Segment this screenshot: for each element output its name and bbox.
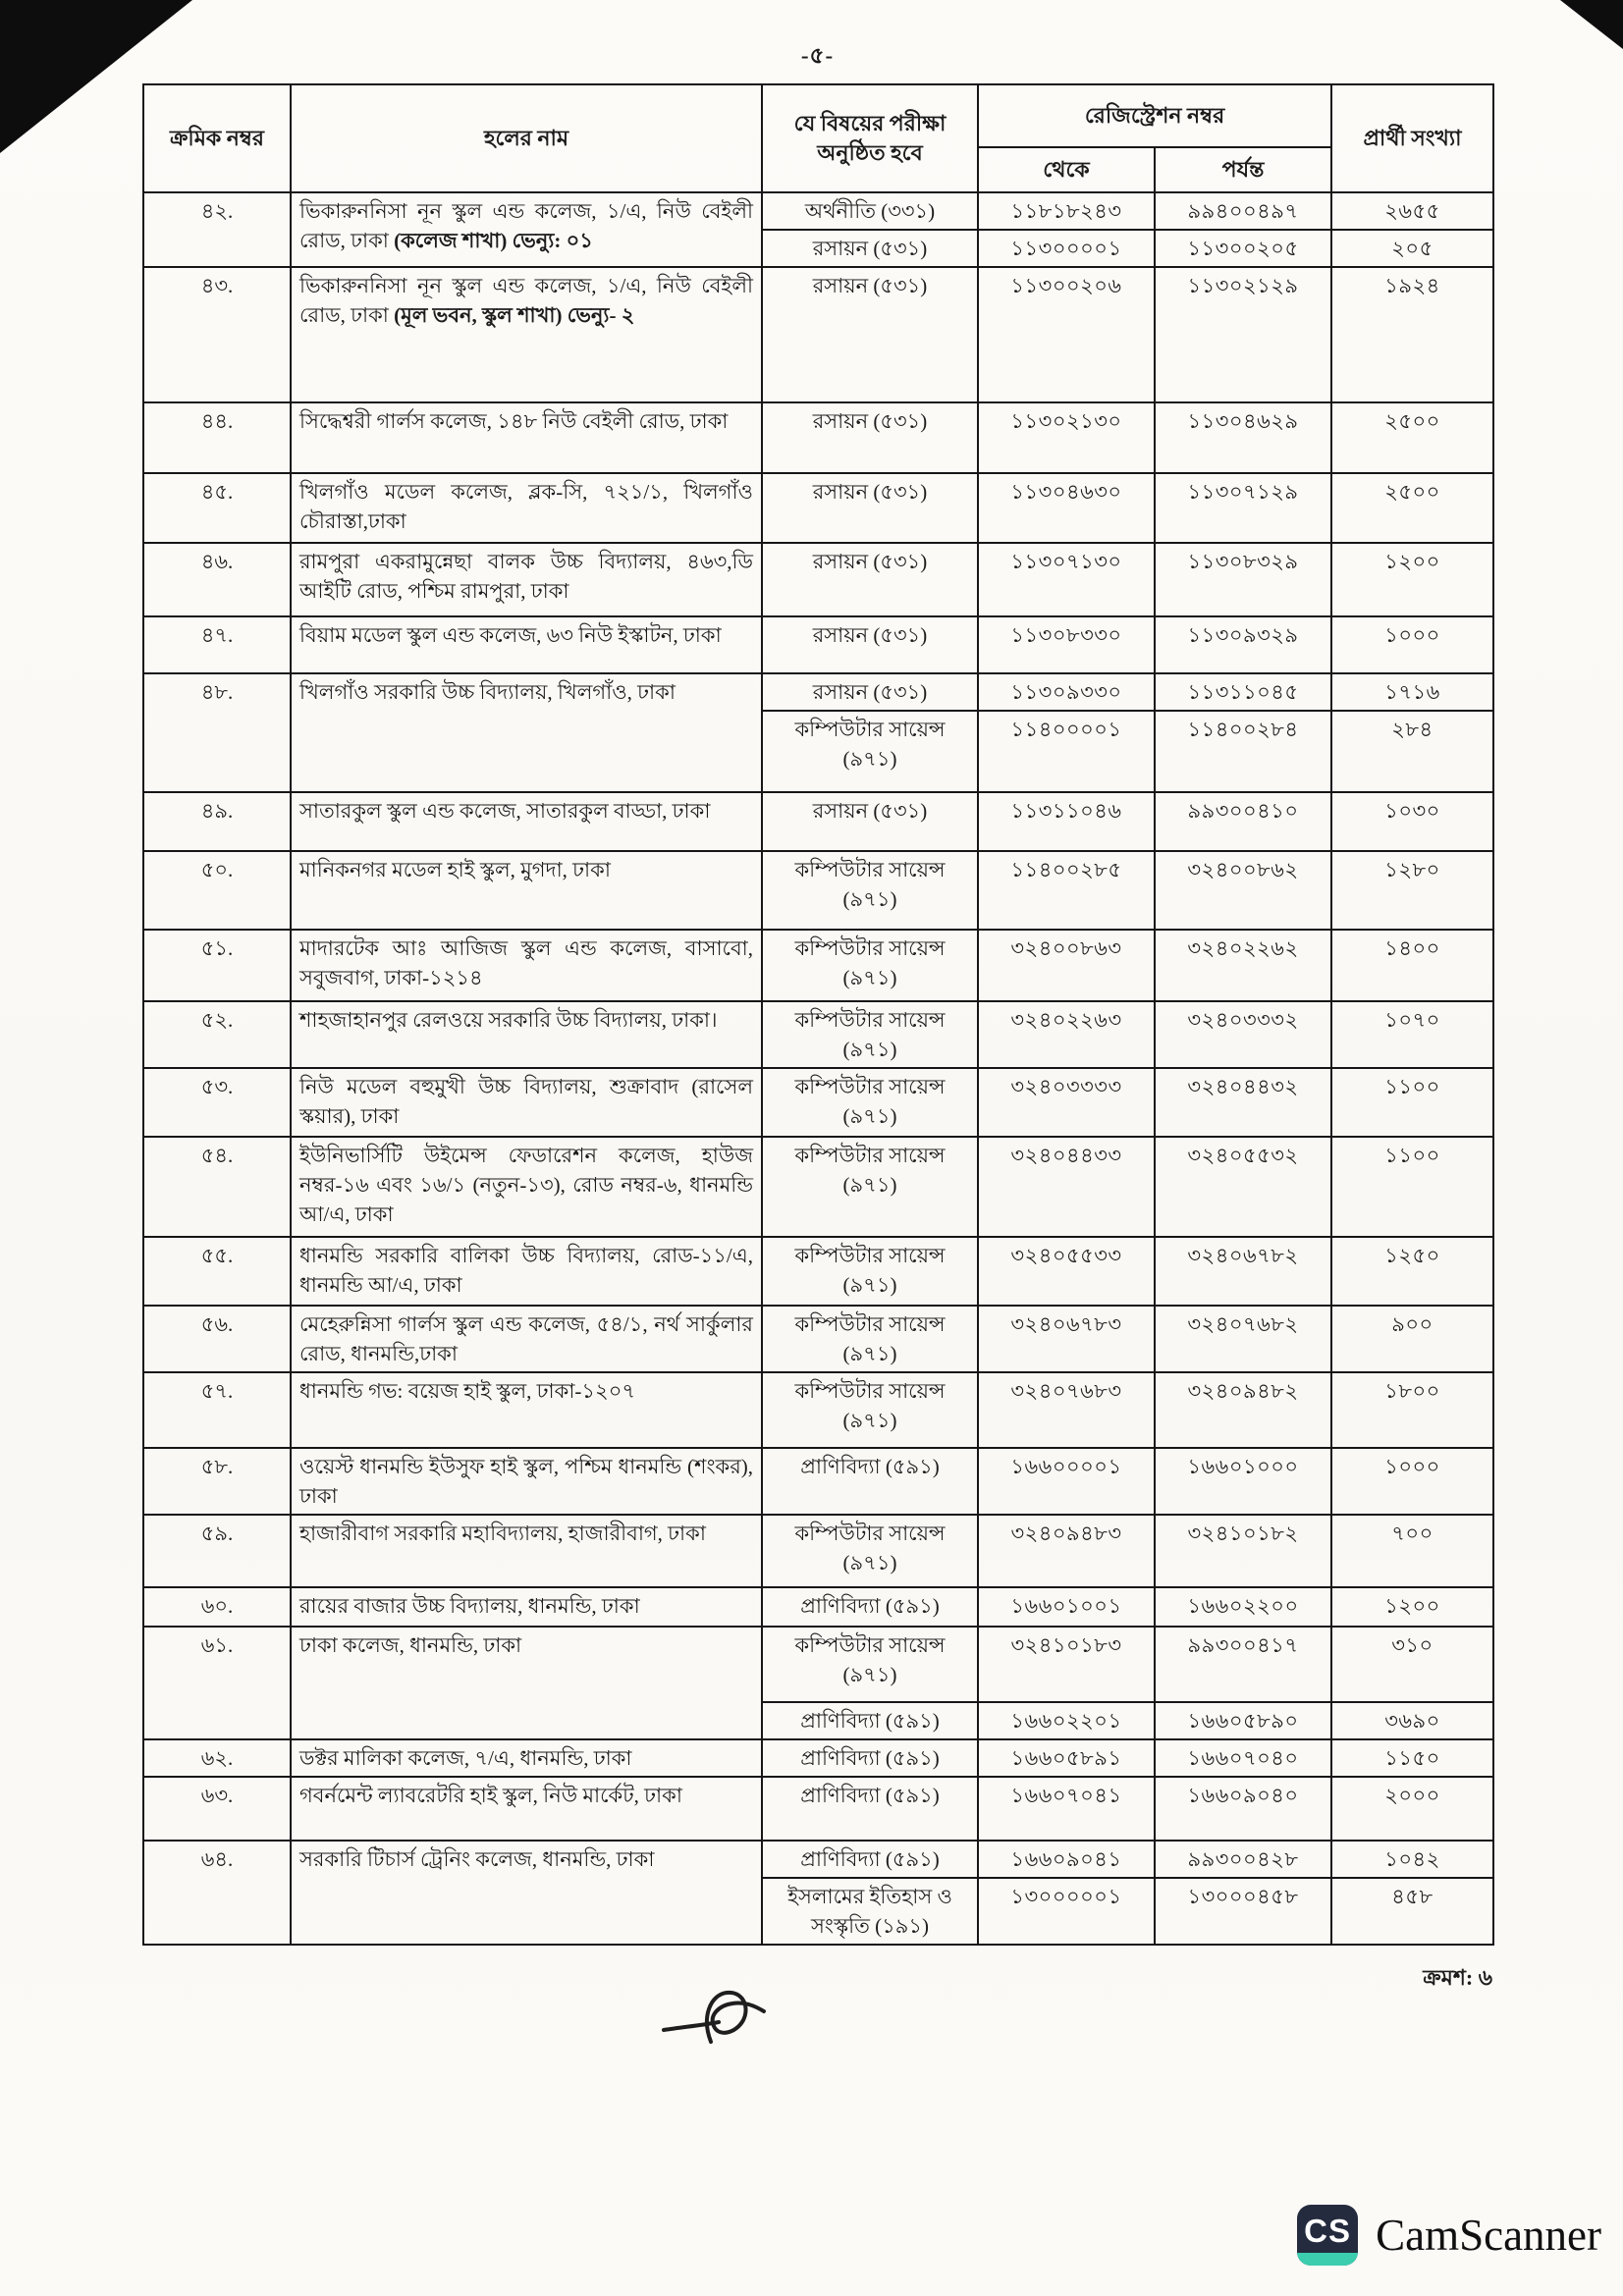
reg-to-cell: ১৬৬০২২০০: [1155, 1587, 1331, 1627]
table-header: [143, 84, 1493, 192]
serial-cell: ৪৭.: [143, 616, 291, 673]
table-row: [143, 267, 1493, 402]
reg-to-cell: ১১৩০৭১২৯: [1155, 473, 1331, 543]
subject-cell: কম্পিউটার সায়েন্স (৯৭১): [762, 1237, 978, 1306]
serial-cell: ৪৮.: [143, 673, 291, 792]
scan-corner-artifact-top-right-icon: [1560, 0, 1623, 49]
header-reg-from: থেকে: [978, 147, 1155, 192]
table-row: [143, 1515, 1493, 1587]
serial-cell: ৬১.: [143, 1627, 291, 1739]
subject-cell: রসায়ন (৫৩১): [762, 673, 978, 711]
reg-to-cell: ১৬৬০৭০৪০: [1155, 1739, 1331, 1777]
reg-from-cell: ৩২৪০৫৫৩৩: [978, 1237, 1155, 1306]
hall-name-text: ডক্টর মালিকা কলেজ, ৭/এ, ধানমন্ডি, ঢাকা: [299, 1746, 632, 1770]
reg-to-cell: ৩২৪০৬৭৮২: [1155, 1237, 1331, 1306]
candidate-count-cell: ১০৭০: [1331, 1001, 1493, 1068]
reg-to-cell: ৩২৪০৩৩৩২: [1155, 1001, 1331, 1068]
camscanner-watermark: [1297, 2205, 1601, 2266]
hall-name-bold-text: (মূল ভবন, স্কুল শাখা) ভেন্যু- ২: [394, 303, 635, 327]
reg-from-cell: ৩২৪১০১৮৩: [978, 1627, 1155, 1702]
table-row: [143, 402, 1493, 473]
table-row: [143, 1237, 1493, 1306]
hall-cell: [291, 1627, 762, 1739]
reg-from-cell: ১১৩১১০৪৬: [978, 792, 1155, 851]
reg-from-cell: ৩২৪০৬৭৮৩: [978, 1306, 1155, 1372]
hall-cell: [291, 267, 762, 402]
reg-to-cell: ৩২৪০২২৬২: [1155, 930, 1331, 1001]
exam-centre-table: [142, 83, 1494, 1946]
hall-cell: [291, 473, 762, 543]
table-row: [143, 1068, 1493, 1137]
candidate-count-cell: ১৯২৪: [1331, 267, 1493, 402]
subject-cell: রসায়ন (৫৩১): [762, 616, 978, 673]
table-row: [143, 1739, 1493, 1777]
table-row: [143, 1001, 1493, 1068]
candidate-count-cell: ৭০০: [1331, 1515, 1493, 1587]
serial-cell: ৬৩.: [143, 1777, 291, 1841]
candidate-count-cell: ১২০০: [1331, 543, 1493, 616]
hall-name-text: ইউনিভার্সিটি উইমেন্স ফেডারেশন কলেজ, হাউজ নম্বর-১৬ এবং ১৬/১ (নতুন-১৩), রোড নম্বর-৬, ধানমন্ডি আ/এ, ঢাকা: [299, 1144, 753, 1226]
reg-to-cell: ১৬৬০৫৮৯০: [1155, 1702, 1331, 1739]
candidate-count-cell: ৩১০: [1331, 1627, 1493, 1702]
candidate-count-cell: ২৮৪: [1331, 711, 1493, 792]
table-row: [143, 543, 1493, 616]
hall-name-text: সরকারি টিচার্স ট্রেনিং কলেজ, ধানমন্ডি, ঢাকা: [299, 1847, 655, 1871]
hall-cell: [291, 1001, 762, 1068]
serial-cell: ৫৪.: [143, 1137, 291, 1237]
subject-cell: প্রাণিবিদ্যা (৫৯১): [762, 1841, 978, 1878]
subject-cell: রসায়ন (৫৩১): [762, 230, 978, 267]
serial-cell: ৬২.: [143, 1739, 291, 1777]
table-row: [143, 192, 1493, 230]
serial-cell: ৪৪.: [143, 402, 291, 473]
reg-from-cell: ৩২৪০৭৬৮৩: [978, 1372, 1155, 1448]
hall-cell: [291, 673, 762, 792]
table-row: [143, 473, 1493, 543]
header-serial-number: ক্রমিক নম্বর: [143, 84, 291, 192]
hall-cell: [291, 543, 762, 616]
candidate-count-cell: ১০৩০: [1331, 792, 1493, 851]
hall-cell: [291, 1068, 762, 1137]
subject-cell: রসায়ন (৫৩১): [762, 267, 978, 402]
candidate-count-cell: ১৭১৬: [1331, 673, 1493, 711]
table-row: [143, 1306, 1493, 1372]
candidate-count-cell: ২৫০০: [1331, 402, 1493, 473]
hall-name-text: ধানমন্ডি সরকারি বালিকা উচ্চ বিদ্যালয়, রোড-১১/এ, ধানমন্ডি আ/এ, ঢাকা: [299, 1244, 753, 1297]
subject-cell: ইসলামের ইতিহাস ও সংস্কৃতি (১৯১): [762, 1878, 978, 1945]
candidate-count-cell: ১২৮০: [1331, 851, 1493, 930]
hall-name-text: রামপুরা একরামুন্নেছা বালক উচ্চ বিদ্যালয়, ৪৬৩,ডি আইটি রোড, পশ্চিম রামপুরা, ঢাকা: [299, 550, 753, 603]
hall-name-text: খিলগাঁও সরকারি উচ্চ বিদ্যালয়, খিলগাঁও, ঢাকা: [299, 680, 676, 704]
reg-to-cell: ১৩০০০৪৫৮: [1155, 1878, 1331, 1945]
reg-from-cell: ৩২৪০০৮৬৩: [978, 930, 1155, 1001]
serial-cell: ৫৬.: [143, 1306, 291, 1372]
subject-cell: কম্পিউটার সায়েন্স (৯৭১): [762, 1372, 978, 1448]
reg-from-cell: ১৬৬০২২০১: [978, 1702, 1155, 1739]
reg-to-cell: ১১৩০০২০৫: [1155, 230, 1331, 267]
subject-cell: প্রাণিবিদ্যা (৫৯১): [762, 1777, 978, 1841]
continuation-note: ক্রমশ: ৬: [1423, 1965, 1492, 1990]
camscanner-cs-monogram: CS: [1304, 2212, 1351, 2249]
hall-cell: [291, 792, 762, 851]
reg-to-cell: ১১৩০৪৬২৯: [1155, 402, 1331, 473]
header-hall-name: হলের নাম: [291, 84, 762, 192]
serial-cell: ৬০.: [143, 1587, 291, 1627]
table-row: [143, 851, 1493, 930]
reg-from-cell: ১১৪০০২৮৫: [978, 851, 1155, 930]
reg-from-cell: ১১৩০৯৩৩০: [978, 673, 1155, 711]
serial-cell: ৫৯.: [143, 1515, 291, 1587]
hall-name-bold-text: (কলেজ শাখা) ভেন্যু: ০১: [394, 229, 593, 252]
serial-cell: ৪৫.: [143, 473, 291, 543]
reg-to-cell: ৯৯৩০০৪১০: [1155, 792, 1331, 851]
reg-to-cell: ৩২৪১০১৮২: [1155, 1515, 1331, 1587]
hall-name-text: সিদ্ধেশ্বরী গার্লস কলেজ, ১৪৮ নিউ বেইলী রোড, ঢাকা: [299, 409, 729, 433]
reg-from-cell: ১৬৬০১০০১: [978, 1587, 1155, 1627]
subject-cell: কম্পিউটার সায়েন্স (৯৭১): [762, 1627, 978, 1702]
hall-cell: [291, 1515, 762, 1587]
subject-cell: রসায়ন (৫৩১): [762, 473, 978, 543]
reg-to-cell: ১১৪০০২৮৪: [1155, 711, 1331, 792]
table-body: [143, 192, 1493, 1945]
hall-cell: [291, 1739, 762, 1777]
reg-to-cell: ১৬৬০৯০৪০: [1155, 1777, 1331, 1841]
hall-cell: [291, 851, 762, 930]
hall-cell: [291, 930, 762, 1001]
candidate-count-cell: ১২৫০: [1331, 1237, 1493, 1306]
reg-from-cell: ৩২৪০৪৪৩৩: [978, 1137, 1155, 1237]
candidate-count-cell: ১০০০: [1331, 616, 1493, 673]
reg-from-cell: ১১৩০৮৩৩০: [978, 616, 1155, 673]
reg-from-cell: ১৩০০০০০১: [978, 1878, 1155, 1945]
candidate-count-cell: ১২০০: [1331, 1587, 1493, 1627]
serial-cell: ৪৬.: [143, 543, 291, 616]
hall-name-text: ভিকারুননিসা নূন স্কুল এন্ড কলেজ, ১/এ, নিউ বেইলী রোড, ঢাকা: [299, 274, 753, 327]
subject-cell: কম্পিউটার সায়েন্স (৯৭১): [762, 930, 978, 1001]
candidate-count-cell: ১৮০০: [1331, 1372, 1493, 1448]
header-exam-subject: যে বিষয়ের পরীক্ষা অনুষ্ঠিত হবে: [762, 84, 978, 192]
hall-cell: [291, 192, 762, 267]
candidate-count-cell: ১১০০: [1331, 1137, 1493, 1237]
subject-cell: কম্পিউটার সায়েন্স (৯৭১): [762, 711, 978, 792]
header-registration-number: রেজিস্ট্রেশন নম্বর: [978, 84, 1331, 147]
serial-cell: ৫৮.: [143, 1448, 291, 1515]
candidate-count-cell: ২০৫: [1331, 230, 1493, 267]
reg-from-cell: ১১৩০০২০৬: [978, 267, 1155, 402]
serial-cell: ৪২.: [143, 192, 291, 267]
hall-name-text: রায়ের বাজার উচ্চ বিদ্যালয়, ধানমন্ডি, ঢাকা: [299, 1594, 640, 1618]
hall-cell: [291, 1137, 762, 1237]
subject-cell: প্রাণিবিদ্যা (৫৯১): [762, 1448, 978, 1515]
reg-from-cell: ১১৪০০০০১: [978, 711, 1155, 792]
serial-cell: ৪৩.: [143, 267, 291, 402]
reg-to-cell: ১১৩০৮৩২৯: [1155, 543, 1331, 616]
table-row: [143, 930, 1493, 1001]
table-row: [143, 673, 1493, 711]
table-row: [143, 1841, 1493, 1878]
hall-name-text: মাদারটেক আঃ আজিজ স্কুল এন্ড কলেজ, বাসাবো, সবুজবাগ, ঢাকা-১২১৪: [299, 936, 753, 989]
table-row: [143, 792, 1493, 851]
table-row: [143, 1587, 1493, 1627]
hall-cell: [291, 1448, 762, 1515]
serial-cell: ৫১.: [143, 930, 291, 1001]
serial-cell: ৫৫.: [143, 1237, 291, 1306]
subject-cell: প্রাণিবিদ্যা (৫৯১): [762, 1739, 978, 1777]
reg-from-cell: ১৬৬০০০০১: [978, 1448, 1155, 1515]
hall-name-text: মানিকনগর মডেল হাই স্কুল, মুগদা, ঢাকা: [299, 858, 611, 881]
hall-cell: [291, 616, 762, 673]
page-number: -৫-: [800, 43, 835, 68]
reg-from-cell: ১৬৬০৯০৪১: [978, 1841, 1155, 1878]
reg-to-cell: ৯৯৪০০৪৯৭: [1155, 192, 1331, 230]
reg-to-cell: ৩২৪০৭৬৮২: [1155, 1306, 1331, 1372]
subject-cell: রসায়ন (৫৩১): [762, 402, 978, 473]
camscanner-logo-text: CamScanner: [1376, 2211, 1601, 2260]
subject-cell: কম্পিউটার সায়েন্স (৯৭১): [762, 1306, 978, 1372]
reg-from-cell: ১১৩০৪৬৩০: [978, 473, 1155, 543]
candidate-count-cell: ১০০০: [1331, 1448, 1493, 1515]
reg-to-cell: ৩২৪০৫৫৩২: [1155, 1137, 1331, 1237]
hall-name-text: ঢাকা কলেজ, ধানমন্ডি, ঢাকা: [299, 1633, 522, 1657]
signature-mark: [660, 1981, 797, 2059]
hall-name-text: শাহজাহানপুর রেলওয়ে সরকারি উচ্চ বিদ্যালয়, ঢাকা।: [299, 1008, 718, 1032]
candidate-count-cell: ১১৫০: [1331, 1739, 1493, 1777]
serial-cell: ৬৪.: [143, 1841, 291, 1945]
reg-from-cell: ১১৩০২১৩০: [978, 402, 1155, 473]
hall-cell: [291, 1841, 762, 1945]
reg-from-cell: ৩২৪০৩৩৩৩: [978, 1068, 1155, 1137]
hall-cell: [291, 1372, 762, 1448]
subject-cell: কম্পিউটার সায়েন্স (৯৭১): [762, 1515, 978, 1587]
reg-to-cell: ৩২৪০০৮৬২: [1155, 851, 1331, 930]
subject-cell: কম্পিউটার সায়েন্স (৯৭১): [762, 1001, 978, 1068]
subject-cell: কম্পিউটার সায়েন্স (৯৭১): [762, 851, 978, 930]
reg-from-cell: ১১৮১৮২৪৩: [978, 192, 1155, 230]
candidate-count-cell: ১১০০: [1331, 1068, 1493, 1137]
reg-from-cell: ১৬৬০৫৮৯১: [978, 1739, 1155, 1777]
reg-to-cell: ১১৩০২১২৯: [1155, 267, 1331, 402]
subject-cell: কম্পিউটার সায়েন্স (৯৭১): [762, 1068, 978, 1137]
reg-to-cell: ৩২৪০৯৪৮২: [1155, 1372, 1331, 1448]
subject-cell: অর্থনীতি (৩৩১): [762, 192, 978, 230]
candidate-count-cell: ৯০০: [1331, 1306, 1493, 1372]
reg-to-cell: ১৬৬০১০০০: [1155, 1448, 1331, 1515]
hall-name-text: মেহেরুন্নিসা গার্লস স্কুল এন্ড কলেজ, ৫৪/১, নর্থ সার্কুলার রোড, ধানমন্ডি,ঢাকা: [299, 1312, 753, 1365]
hall-cell: [291, 1777, 762, 1841]
table-row: [143, 1777, 1493, 1841]
serial-cell: ৫০.: [143, 851, 291, 930]
hall-name-text: সাতারকুল স্কুল এন্ড কলেজ, সাতারকুল বাড্ডা, ঢাকা: [299, 799, 711, 823]
subject-cell: কম্পিউটার সায়েন্স (৯৭১): [762, 1137, 978, 1237]
camscanner-icon-accent-strip: [1297, 2253, 1358, 2266]
candidate-count-cell: ৩৬৯০: [1331, 1702, 1493, 1739]
candidate-count-cell: ৪৫৮: [1331, 1878, 1493, 1945]
subject-cell: রসায়ন (৫৩১): [762, 543, 978, 616]
header-reg-to: পর্যন্ত: [1155, 147, 1331, 192]
reg-from-cell: ১৬৬০৭০৪১: [978, 1777, 1155, 1841]
serial-cell: ৪৯.: [143, 792, 291, 851]
reg-from-cell: ৩২৪০২২৬৩: [978, 1001, 1155, 1068]
hall-cell: [291, 1237, 762, 1306]
candidate-count-cell: ১৪০০: [1331, 930, 1493, 1001]
hall-name-text: খিলগাঁও মডেল কলেজ, ব্লক-সি, ৭২১/১, খিলগাঁও চৌরাস্তা,ঢাকা: [299, 480, 753, 533]
table-row: [143, 1627, 1493, 1702]
reg-to-cell: ১১৩০৯৩২৯: [1155, 616, 1331, 673]
reg-to-cell: ৯৯৩০০৪১৭: [1155, 1627, 1331, 1702]
table-row: [143, 1372, 1493, 1448]
reg-to-cell: ৯৯৩০০৪২৮: [1155, 1841, 1331, 1878]
serial-cell: ৫৭.: [143, 1372, 291, 1448]
hall-name-text: হাজারীবাগ সরকারি মহাবিদ্যালয়, হাজারীবাগ, ঢাকা: [299, 1522, 706, 1545]
serial-cell: ৫৩.: [143, 1068, 291, 1137]
serial-cell: ৫২.: [143, 1001, 291, 1068]
candidate-count-cell: ২৬৫৫: [1331, 192, 1493, 230]
candidate-count-cell: ২৫০০: [1331, 473, 1493, 543]
candidate-count-cell: ১০৪২: [1331, 1841, 1493, 1878]
reg-from-cell: ৩২৪০৯৪৮৩: [978, 1515, 1155, 1587]
hall-name-text: বিয়াম মডেল স্কুল এন্ড কলেজ, ৬৩ নিউ ইস্কাটন, ঢাকা: [299, 623, 722, 647]
reg-to-cell: ৩২৪০৪৪৩২: [1155, 1068, 1331, 1137]
reg-from-cell: ১১৩০৭১৩০: [978, 543, 1155, 616]
hall-name-text: ভিকারুননিসা নূন স্কুল এন্ড কলেজ, ১/এ, নিউ বেইলী রোড, ঢাকা: [299, 199, 753, 252]
table-row: [143, 1137, 1493, 1237]
subject-cell: প্রাণিবিদ্যা (৫৯১): [762, 1587, 978, 1627]
hall-cell: [291, 402, 762, 473]
hall-name-text: ধানমন্ডি গভ: বয়েজ হাই স্কুল, ঢাকা-১২০৭: [299, 1379, 636, 1403]
candidate-count-cell: ২০০০: [1331, 1777, 1493, 1841]
subject-cell: রসায়ন (৫৩১): [762, 792, 978, 851]
hall-cell: [291, 1587, 762, 1627]
subject-cell: প্রাণিবিদ্যা (৫৯১): [762, 1702, 978, 1739]
hall-cell: [291, 1306, 762, 1372]
hall-name-text: গবর্নমেন্ট ল্যাবরেটরি হাই স্কুল, নিউ মার্কেট, ঢাকা: [299, 1784, 682, 1807]
hall-name-text: নিউ মডেল বহুমুখী উচ্চ বিদ্যালয়, শুক্রাবাদ (রাসেল স্কয়ার), ঢাকা: [299, 1075, 753, 1128]
reg-to-cell: ১১৩১১০৪৫: [1155, 673, 1331, 711]
table-row: [143, 616, 1493, 673]
camscanner-logo-icon: [1297, 2205, 1358, 2266]
reg-from-cell: ১১৩০০০০১: [978, 230, 1155, 267]
header-candidate-count: প্রার্থী সংখ্যা: [1331, 84, 1493, 192]
hall-name-text: ওয়েস্ট ধানমন্ডি ইউসুফ হাই স্কুল, পশ্চিম ধানমন্ডি (শংকর), ঢাকা: [299, 1455, 753, 1508]
table-row: [143, 1448, 1493, 1515]
